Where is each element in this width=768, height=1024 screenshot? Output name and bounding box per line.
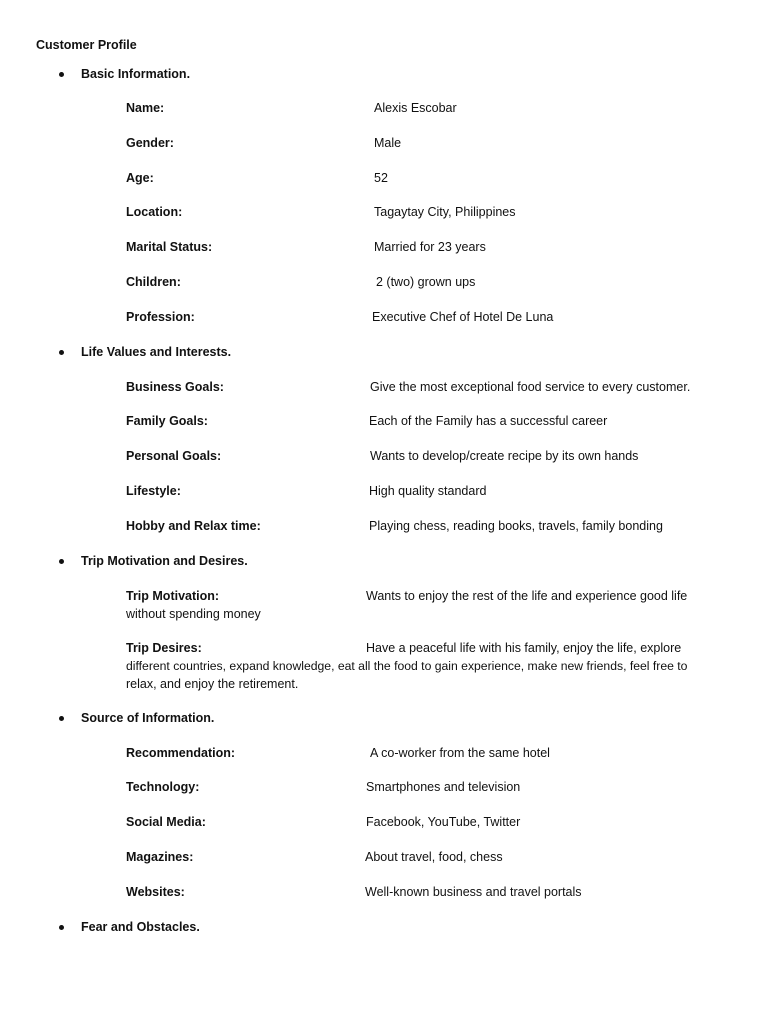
field-label: Marital Status: (126, 240, 213, 254)
field-label: Magazines: (126, 850, 194, 864)
field-label: Gender: (126, 136, 174, 150)
field-value: Tagaytay City, Philippines (374, 205, 516, 219)
bullet-icon (59, 716, 64, 721)
field-value: Playing chess, reading books, travels, family bonding (369, 519, 663, 533)
field-label: Profession: (126, 310, 195, 324)
field-value: Married for 23 years (374, 240, 486, 254)
field-label: Technology: (126, 780, 200, 794)
field-value: 2 (two) grown ups (376, 275, 476, 289)
section-heading: Fear and Obstacles. (81, 920, 200, 934)
field-value-continuation: relax, and enjoy the retirement. (126, 677, 299, 691)
field-value: 52 (374, 171, 388, 185)
field-label: Social Media: (126, 815, 206, 829)
field-value: Wants to enjoy the rest of the life and experience good life (366, 589, 688, 603)
field-label: Lifestyle: (126, 484, 181, 498)
field-label: Hobby and Relax time: (126, 519, 261, 533)
field-label: Trip Motivation: (126, 589, 220, 603)
bullet-icon (59, 72, 64, 77)
field-label: Personal Goals: (126, 449, 222, 463)
field-value: Each of the Family has a successful career (369, 414, 608, 428)
field-label: Children: (126, 275, 181, 289)
field-value: High quality standard (369, 484, 487, 498)
field-label: Business Goals: (126, 380, 224, 394)
field-value: Well-known business and travel portals (365, 885, 582, 899)
section-heading: Life Values and Interests. (81, 345, 232, 359)
field-value: A co-worker from the same hotel (370, 746, 550, 760)
section-heading: Trip Motivation and Desires. (81, 554, 248, 568)
bullet-icon (59, 559, 64, 564)
bullet-icon (59, 925, 64, 930)
field-label: Location: (126, 205, 183, 219)
field-value: About travel, food, chess (365, 850, 503, 864)
field-value: Male (374, 136, 402, 150)
section-heading: Basic Information. (81, 67, 191, 81)
field-value: Executive Chef of Hotel De Luna (372, 310, 554, 324)
field-value: Facebook, YouTube, Twitter (366, 815, 521, 829)
field-value: Give the most exceptional food service to every customer. (370, 380, 691, 394)
bullet-icon (59, 350, 64, 355)
field-value: Smartphones and television (366, 780, 521, 794)
field-label: Family Goals: (126, 414, 208, 428)
section-heading: Source of Information. (81, 711, 215, 725)
field-label: Websites: (126, 885, 185, 899)
field-value: Alexis Escobar (374, 101, 457, 115)
field-value-continuation: without spending money (126, 607, 261, 621)
field-value: Wants to develop/create recipe by its own hands (370, 449, 639, 463)
field-label: Trip Desires: (126, 641, 202, 655)
field-value: Have a peaceful life with his family, enjoy the life, explore (366, 641, 682, 655)
field-label: Recommendation: (126, 746, 236, 760)
field-label: Age: (126, 171, 154, 185)
field-label: Name: (126, 101, 165, 115)
page-title: Customer Profile (36, 38, 137, 52)
field-value-continuation: different countries, expand knowledge, eat all the food to gain experience, make new friends, feel free to (126, 659, 688, 673)
